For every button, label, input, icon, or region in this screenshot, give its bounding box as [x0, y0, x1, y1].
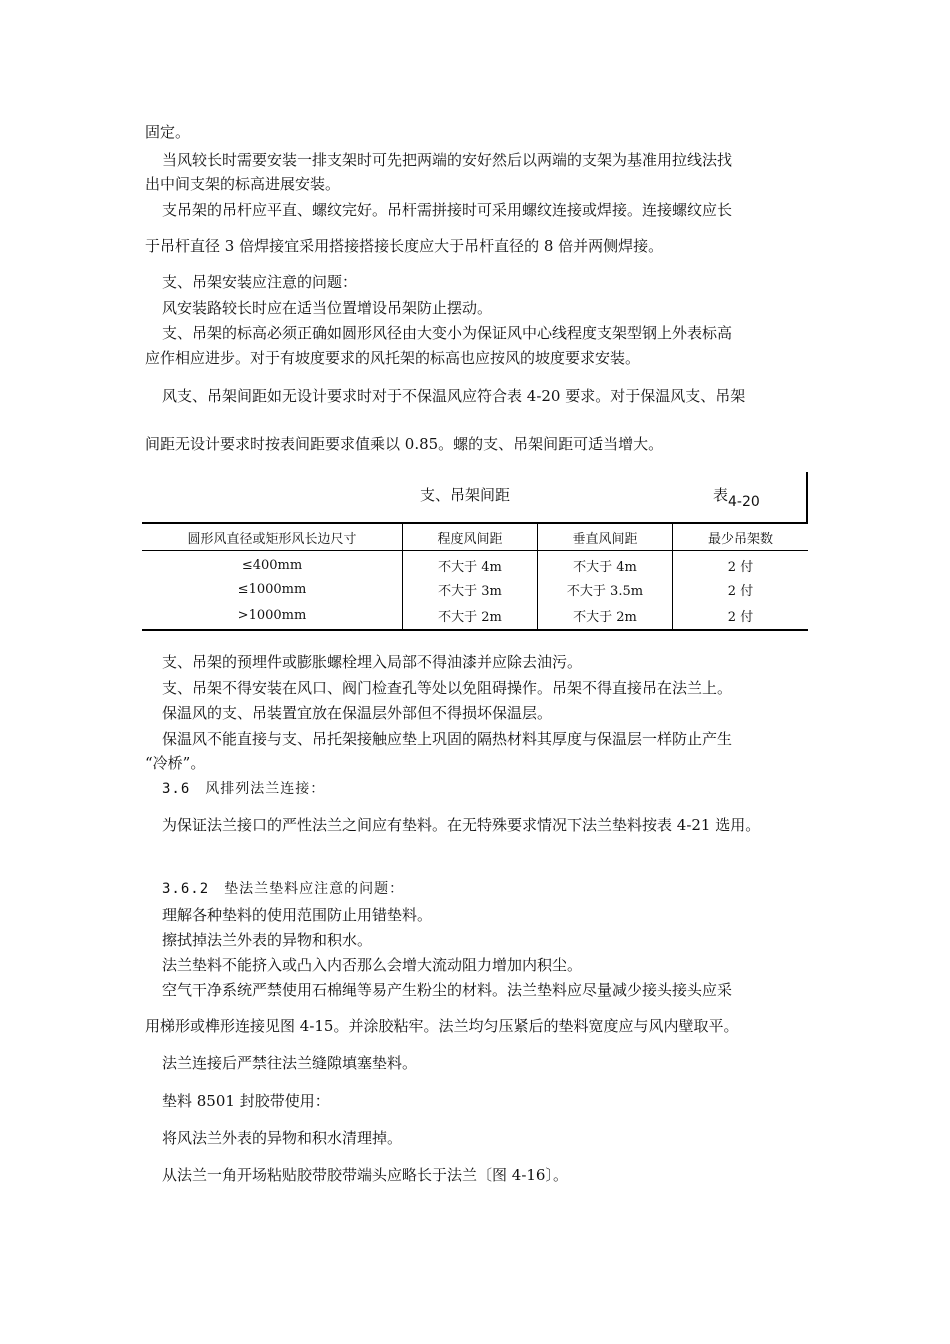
- paragraph-line: 当风较长时需要安装一排支架时可先把两端的安好然后以两端的支架为基准用拉线法找: [162, 151, 733, 169]
- table-cell: 不大于 2m: [538, 601, 673, 630]
- section-heading: 3.6 风排列法兰连接：: [162, 781, 326, 797]
- paragraph-line: 应作相应进步。对于有坡度要求的风托架的标高也应按风的坡度要求安装。: [145, 349, 641, 367]
- table-cell: ≤400mm: [241, 557, 303, 573]
- column-header: 圆形风直径或矩形风长边尺寸: [142, 523, 403, 551]
- section-heading: 3.6.2 垫法兰垫料应注意的问题：: [162, 881, 405, 897]
- paragraph-line: 支、吊架的标高必须正确如圆形风径由大变小为保证风中心线程度支架型钢上外表标高: [162, 324, 733, 342]
- paragraph-line: 垫料 8501 封胶带使用：: [162, 1092, 330, 1110]
- column-header: 垂直风间距: [538, 523, 673, 551]
- table-row: [142, 601, 808, 630]
- paragraph-line: 从法兰一角开场粘贴胶带胶带端头应略长于法兰〔图 4-16〕。: [162, 1166, 568, 1184]
- table-cell: 2 付: [673, 601, 809, 630]
- paragraph-line: 保温风不能直接与支、吊托架接触应垫上巩固的隔热材料其厚度与保温层一样防止产生: [162, 730, 733, 748]
- column-header: 最少吊架数: [673, 523, 809, 551]
- paragraph-line: 于吊杆直径 3 倍焊接宜采用搭接搭接长度应大于吊杆直径的 8 倍并两侧焊接。: [145, 237, 664, 255]
- table-number-prefix: 表: [713, 486, 729, 504]
- paragraph-line: 出中间支架的标高进展安装。: [145, 175, 341, 193]
- table-title-bar: [806, 472, 808, 522]
- paragraph-line: 保温风的支、吊装置宜放在保温层外部但不得损坏保温层。: [162, 704, 553, 722]
- paragraph-line: 法兰垫料不能挤入或凸入内否那么会增大流动阻力增加内积尘。: [162, 956, 583, 974]
- table-cell: 2 付: [673, 551, 809, 578]
- table-cell: 不大于 4m: [538, 551, 673, 578]
- table-cell: >1000mm: [142, 601, 403, 630]
- table-number: [713, 484, 760, 510]
- table-row: [142, 577, 808, 601]
- table-cell: 不大于 4m: [403, 551, 538, 578]
- paragraph-line: 支、吊架不得安装在风口、阀门检查孔等处以免阻碍操作。吊架不得直接吊在法兰上。: [162, 679, 733, 697]
- paragraph-line: 间距无设计要求时按表间距要求值乘以 0.85。螺的支、吊架间距可适当增大。: [145, 435, 664, 453]
- paragraph-line: 理解各种垫料的使用范围防止用错垫料。: [162, 906, 433, 924]
- paragraph-line: 风支、吊架间距如无设计要求时对于不保温风应符合表 4-20 要求。对于保温风支、吊架: [162, 387, 746, 405]
- paragraph-line: 风安装路较长时应在适当位置增设吊架防止摆动。: [162, 299, 493, 317]
- paragraph-line: 支吊架的吊杆应平直、螺纹完好。吊杆需拼接时可采用螺纹连接或焊接。连接螺纹应长: [162, 201, 733, 219]
- table-header-row: [142, 523, 808, 551]
- table-cell: 不大于 2m: [403, 601, 538, 630]
- column-header: 程度风间距: [403, 523, 538, 551]
- spacing-table: [142, 522, 808, 631]
- paragraph-line: 用梯形或榫形连接见图 4-15。并涂胶粘牢。法兰均匀压紧后的垫料宽度应与风内壁取平。: [145, 1017, 739, 1035]
- paragraph-line: 固定。: [145, 123, 191, 141]
- table-cell: 不大于 3.5m: [538, 577, 673, 601]
- paragraph-line: 擦拭掉法兰外表的异物和积水。: [162, 931, 373, 949]
- paragraph-line: 法兰连接后严禁往法兰缝隙填塞垫料。: [162, 1054, 418, 1072]
- table-title: 支、吊架间距: [420, 486, 511, 504]
- table-cell: ≤1000mm: [237, 581, 307, 597]
- paragraph-line: 空气干净系统严禁使用石棉绳等易产生粉尘的材料。法兰垫料应尽量减少接头接头应采: [162, 981, 733, 999]
- table-number-value: 4-20: [728, 494, 760, 510]
- paragraph-line: “冷桥”。: [145, 754, 206, 772]
- paragraph-line: 为保证法兰接口的严性法兰之间应有垫料。在无特殊要求情况下法兰垫料按表 4-21 选用。: [162, 816, 761, 834]
- paragraph-line: 支、吊架的预埋件或膨胀螺栓埋入局部不得油漆并应除去油污。: [162, 653, 583, 671]
- paragraph-line: 将风法兰外表的异物和积水清理掉。: [162, 1129, 403, 1147]
- table-cell: 不大于 3m: [403, 577, 538, 601]
- table-row: [142, 551, 808, 578]
- paragraph-line: 支、吊架安装应注意的问题：: [162, 273, 358, 291]
- table-cell: 2 付: [673, 577, 809, 601]
